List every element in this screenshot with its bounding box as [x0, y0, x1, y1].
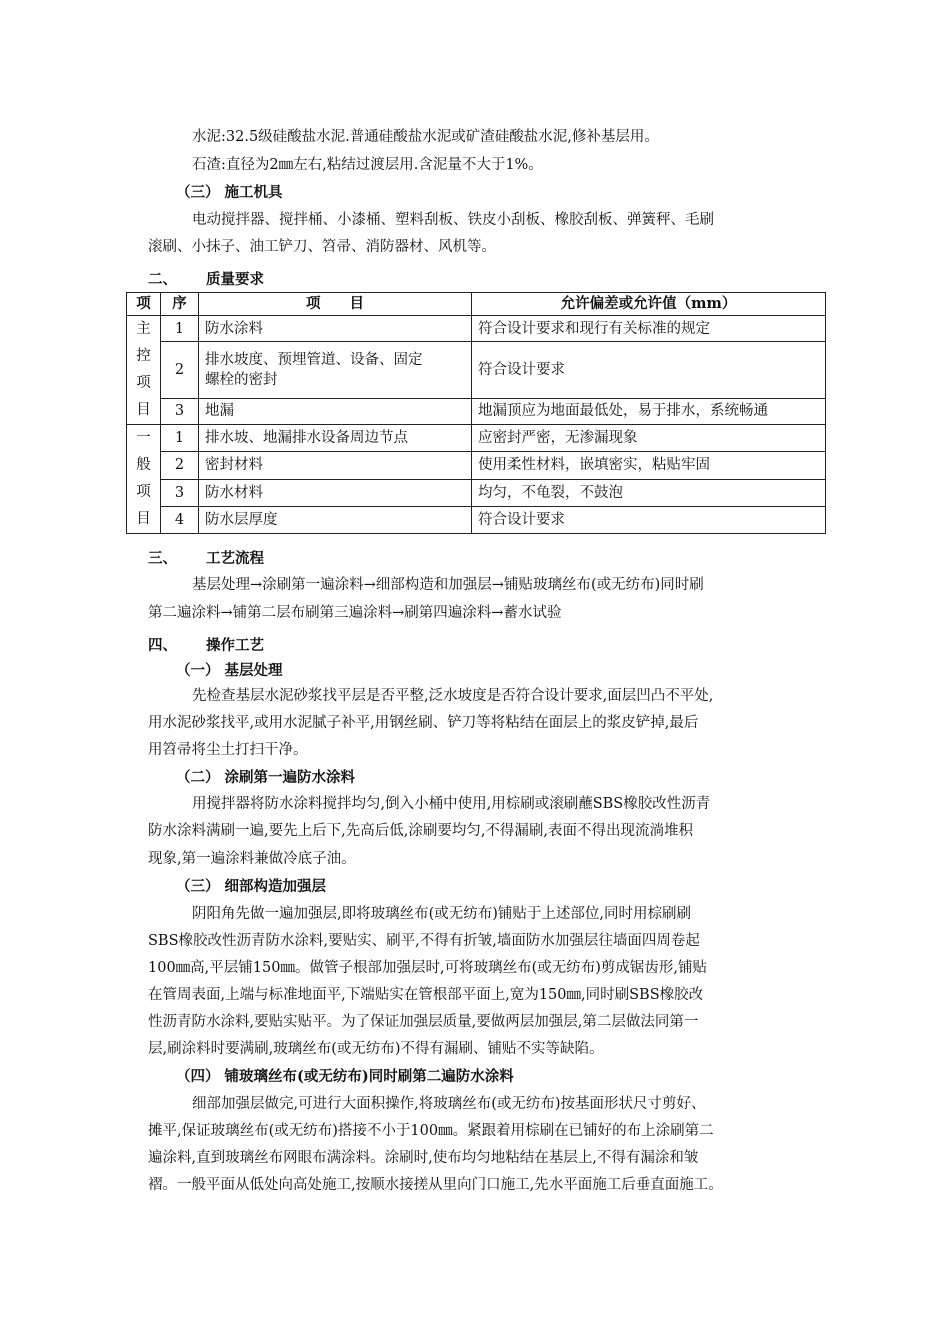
table-row	[127, 316, 826, 342]
quality-heading	[148, 270, 264, 290]
row-requirement: 符合设计要求	[472, 506, 826, 533]
s1-line: 用水泥砂浆找平,或用水泥腻子补平,用钢丝刷、铲刀等将粘结在面层上的浆皮铲掉,最后	[148, 715, 699, 731]
row-requirement: 地漏顶应为地面最低处，易于排水，系统畅通	[472, 398, 826, 424]
s1-line: 用笤帚将尘土打扫干净。	[148, 742, 308, 758]
s2-line: 用搅拌器将防水涂料搅拌均匀,倒入小桶中使用,用棕刷或滚刷蘸SBS橡胶改性沥青	[192, 796, 711, 812]
flow-heading-title: 工艺流程	[206, 550, 264, 567]
s1-heading: （一） 基层处理	[176, 662, 283, 679]
row-requirement: 均匀，不龟裂，不鼓泡	[472, 479, 826, 506]
group-general	[127, 425, 161, 534]
row-no: 1	[161, 316, 199, 342]
row-no: 3	[161, 398, 199, 424]
tools-heading: （三） 施工机具	[176, 184, 283, 201]
row-item: 密封材料	[199, 452, 472, 479]
s1-line: 先检查基层水泥砂浆找平层是否平整,泛水坡度是否符合设计要求,面层凹凸不平处,	[192, 688, 714, 704]
table-header-row	[127, 293, 826, 316]
row-no: 3	[161, 479, 199, 506]
flow-heading-num: 三、	[148, 550, 177, 567]
table-row	[127, 398, 826, 424]
row-requirement: 使用柔性材料，嵌填密实，粘贴牢固	[472, 452, 826, 479]
s3-line: 阴阳角先做一遍加强层,即将玻璃丝布(或无纺布)铺贴于上述部位,同时用棕刷刷	[192, 906, 692, 922]
header-category: 项	[127, 293, 161, 316]
s4-line: 褶。一般平面从低处向高处施工,按顺水接搓从里向门口施工,先水平面施工后垂直面施工。	[148, 1177, 723, 1193]
row-item	[199, 342, 472, 399]
s3-line: SBS橡胶改性沥青防水涂料,要贴实、刷平,不得有折皱,墙面防水加强层往墙面四周卷起	[148, 933, 700, 949]
s3-heading: （三） 细部构造加强层	[176, 878, 327, 895]
header-tolerance: 允许偏差或允许值（mm）	[472, 293, 826, 316]
s4-line: 摊平,保证玻璃丝布(或无纺布)搭接不小于100㎜。紧跟着用棕刷在已铺好的布上涂刷第二	[148, 1123, 714, 1139]
row-item-line-2: 螺栓的密封	[205, 371, 278, 388]
s2-heading: （二） 涂刷第一遍防水涂料	[176, 769, 356, 786]
flow-heading	[148, 549, 264, 569]
process-heading-title: 操作工艺	[206, 637, 264, 654]
table-row	[127, 479, 826, 506]
row-no: 2	[161, 452, 199, 479]
row-no: 1	[161, 425, 199, 452]
s4-line: 细部加强层做完,可进行大面积操作,将玻璃丝布(或无纺布)按基面形状尺寸剪好、	[192, 1096, 706, 1112]
table-row	[127, 425, 826, 452]
tools-line-2: 滚刷、小抹子、油工铲刀、笤帚、消防器材、风机等。	[148, 239, 496, 255]
table-row	[127, 506, 826, 533]
quality-heading-title: 质量要求	[206, 271, 264, 288]
s4-heading: （四） 铺玻璃丝布(或无纺布)同时刷第二遍防水涂料	[176, 1068, 514, 1085]
group-general-label: 一般项目	[136, 430, 151, 527]
group-main-label: 主控项目	[136, 321, 151, 418]
gravel-line: 石渣:直径为2㎜左右,粘结过渡层用.含泥量不大于1%。	[192, 157, 543, 173]
flow-line-2: 第二遍涂料→铺第二层布刷第三遍涂料→刷第四遍涂料→蓄水试验	[148, 605, 562, 621]
row-no: 4	[161, 506, 199, 533]
row-no: 2	[161, 342, 199, 399]
row-requirement: 应密封严密，无渗漏现象	[472, 425, 826, 452]
row-item-line-1: 排水坡度、预埋管道、设备、固定	[205, 351, 423, 368]
s3-line: 100㎜高,平层铺150㎜。做管子根部加强层时,可将玻璃丝布(或无纺布)剪成锯齿形,铺贴	[148, 960, 707, 976]
tools-line-1: 电动搅拌器、搅拌桶、小漆桶、塑料刮板、铁皮小刮板、橡胶刮板、弹簧秤、毛刷	[192, 212, 714, 228]
header-no: 序	[161, 293, 199, 316]
table-row	[127, 342, 826, 399]
row-item: 防水涂料	[199, 316, 472, 342]
process-heading-num: 四、	[148, 637, 177, 654]
s4-line: 遍涂料,直到玻璃丝布网眼布满涂料。涂刷时,使布均匀地粘结在基层上,不得有漏涂和皱	[148, 1150, 699, 1166]
s3-line: 层,刷涂料时要满刷,玻璃丝布(或无纺布)不得有漏刷、铺贴不实等缺陷。	[148, 1041, 604, 1057]
row-item: 防水材料	[199, 479, 472, 506]
process-heading	[148, 636, 264, 656]
row-item: 排水坡、地漏排水设备周边节点	[199, 425, 472, 452]
quality-table	[126, 292, 826, 534]
s2-line: 防水涂料满刷一遍,要先上后下,先高后低,涂刷要均匀,不得漏刷,表面不得出现流淌堆积	[148, 823, 694, 839]
row-requirement: 符合设计要求和现行有关标准的规定	[472, 316, 826, 342]
row-item: 防水层厚度	[199, 506, 472, 533]
header-item: 项 目	[199, 293, 472, 316]
group-main-control	[127, 316, 161, 425]
quality-heading-num: 二、	[148, 271, 177, 288]
table-row	[127, 452, 826, 479]
flow-line-1: 基层处理→涂刷第一遍涂料→细部构造和加强层→铺贴玻璃丝布(或无纺布)同时刷	[192, 577, 704, 593]
s2-line: 现象,第一遍涂料兼做冷底子油。	[148, 851, 356, 867]
row-item: 地漏	[199, 398, 472, 424]
s3-line: 性沥青防水涂料,要贴实贴平。为了保证加强层质量,要做两层加强层,第二层做法同第一	[148, 1014, 699, 1030]
row-requirement: 符合设计要求	[472, 342, 826, 399]
cement-line: 水泥:32.5级硅酸盐水泥.普通硅酸盐水泥或矿渣硅酸盐水泥,修补基层用。	[192, 129, 659, 145]
s3-line: 在管周表面,上端与标准地面平,下端贴实在管根部平面上,宽为150㎜,同时刷SBS橡胶改	[148, 987, 704, 1003]
